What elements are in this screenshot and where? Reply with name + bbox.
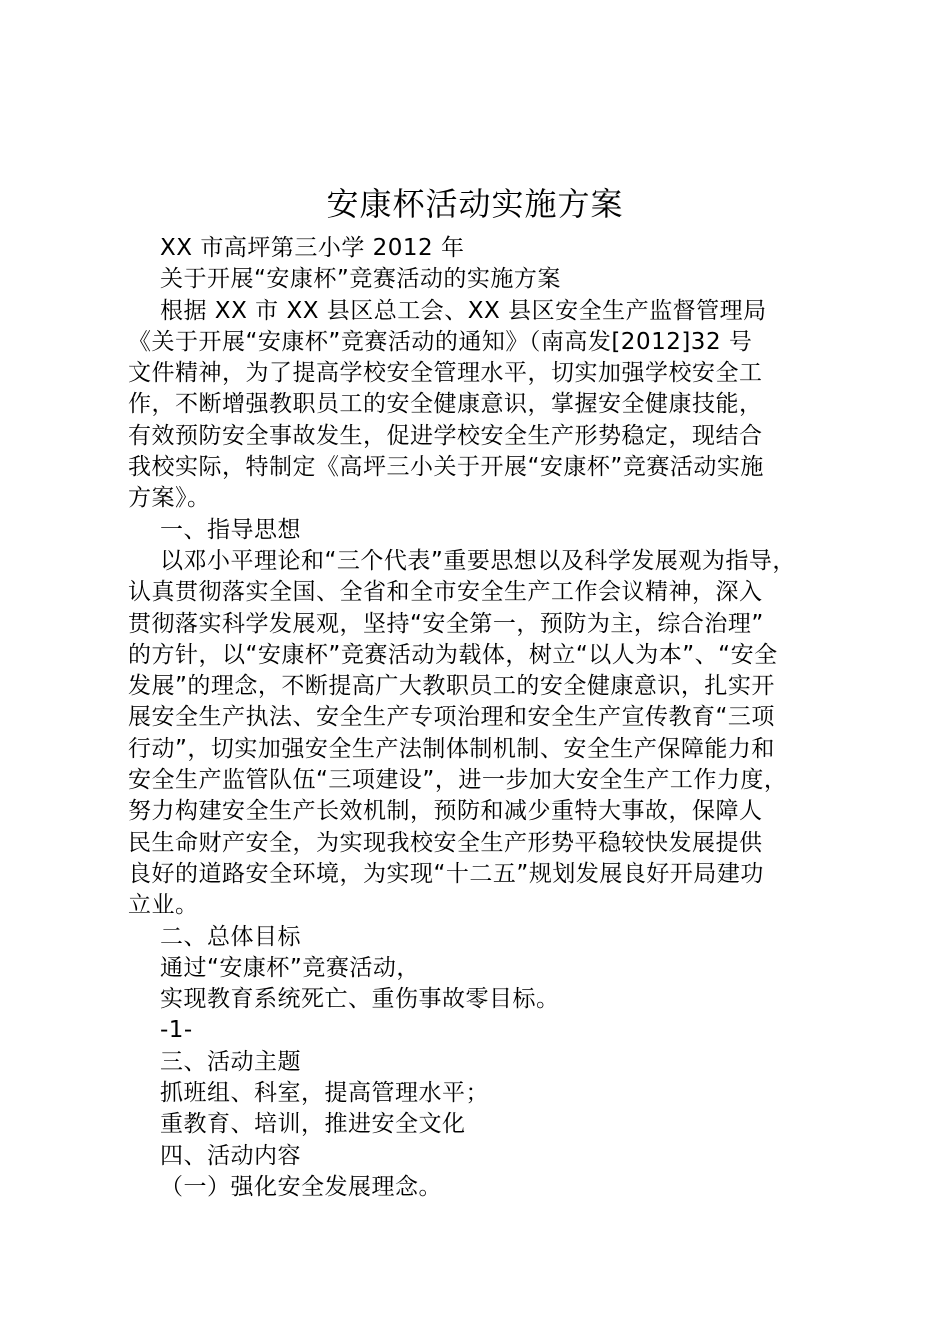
text-line: 发展”的理念，不断提高广大教职员工的安全健康意识，扎实开: [128, 673, 775, 700]
text-line: 重教育、培训，推进安全文化: [160, 1111, 466, 1138]
text-line: 的方针，以“安康杯”竞赛活动为载体，树立“以人为本”、“安全: [128, 641, 778, 668]
text-line: 方案》。: [128, 485, 211, 512]
text-line: 民生命财产安全，为实现我校安全生产形势平稳较快发展提供: [128, 829, 763, 856]
text-line: 根据 XX 市 XX 县区总工会、XX 县区安全生产监督管理局: [160, 297, 767, 324]
text-line: 《关于开展“安康杯”竞赛活动的通知》（南高发[2012]32 号: [128, 328, 753, 355]
text-line: 我校实际，特制定《高坪三小关于开展“安康杯”竞赛活动实施: [128, 454, 764, 481]
document-title: 安康杯活动实施方案: [326, 185, 624, 223]
text-line: 良好的道路安全环境，为实现“十二五”规划发展良好开局建功: [128, 860, 764, 887]
text-line: 实现教育系统死亡、重伤事故零目标。: [160, 986, 560, 1013]
text-line: 一、指导思想: [160, 516, 301, 543]
text-line: 努力构建安全生产长效机制，预防和减少重特大事故，保障人: [128, 798, 763, 825]
text-line: 作，不断增强教职员工的安全健康意识，掌握安全健康技能，: [128, 391, 763, 418]
text-line: 以邓小平理论和“三个代表”重要思想以及科学发展观为指导，: [160, 547, 796, 574]
text-line: 行动”，切实加强安全生产法制体制机制、安全生产保障能力和: [128, 735, 775, 762]
text-line: 二、总体目标: [160, 923, 301, 950]
text-line: -1-: [160, 1017, 193, 1044]
text-line: 抓班组、科室，提高管理水平；: [160, 1080, 489, 1107]
text-line: 认真贯彻落实全国、全省和全市安全生产工作会议精神，深入: [128, 579, 763, 606]
text-line: （一）强化安全发展理念。: [160, 1173, 442, 1200]
text-line: XX 市高坪第三小学 2012 年: [160, 235, 465, 261]
text-line: 立业。: [128, 892, 199, 919]
document-body: [128, 233, 856, 1203]
text-line: 文件精神，为了提高学校安全管理水平，切实加强学校安全工: [128, 360, 763, 387]
text-line: 四、活动内容: [160, 1142, 301, 1169]
text-line: 展安全生产执法、安全生产专项治理和安全生产宣传教育“三项: [128, 704, 775, 731]
text-line: 有效预防安全事故发生，促进学校安全生产形势稳定，现结合: [128, 422, 763, 449]
text-line: 贯彻落实科学发展观，坚持“安全第一，预防为主，综合治理”: [128, 610, 764, 637]
text-line: 安全生产监管队伍“三项建设”，进一步加大安全生产工作力度，: [128, 767, 788, 794]
text-line: 三、活动主题: [160, 1048, 301, 1075]
text-line: 关于开展“安康杯”竞赛活动的实施方案: [160, 266, 561, 293]
text-line: 通过“安康杯”竞赛活动，: [160, 954, 420, 981]
